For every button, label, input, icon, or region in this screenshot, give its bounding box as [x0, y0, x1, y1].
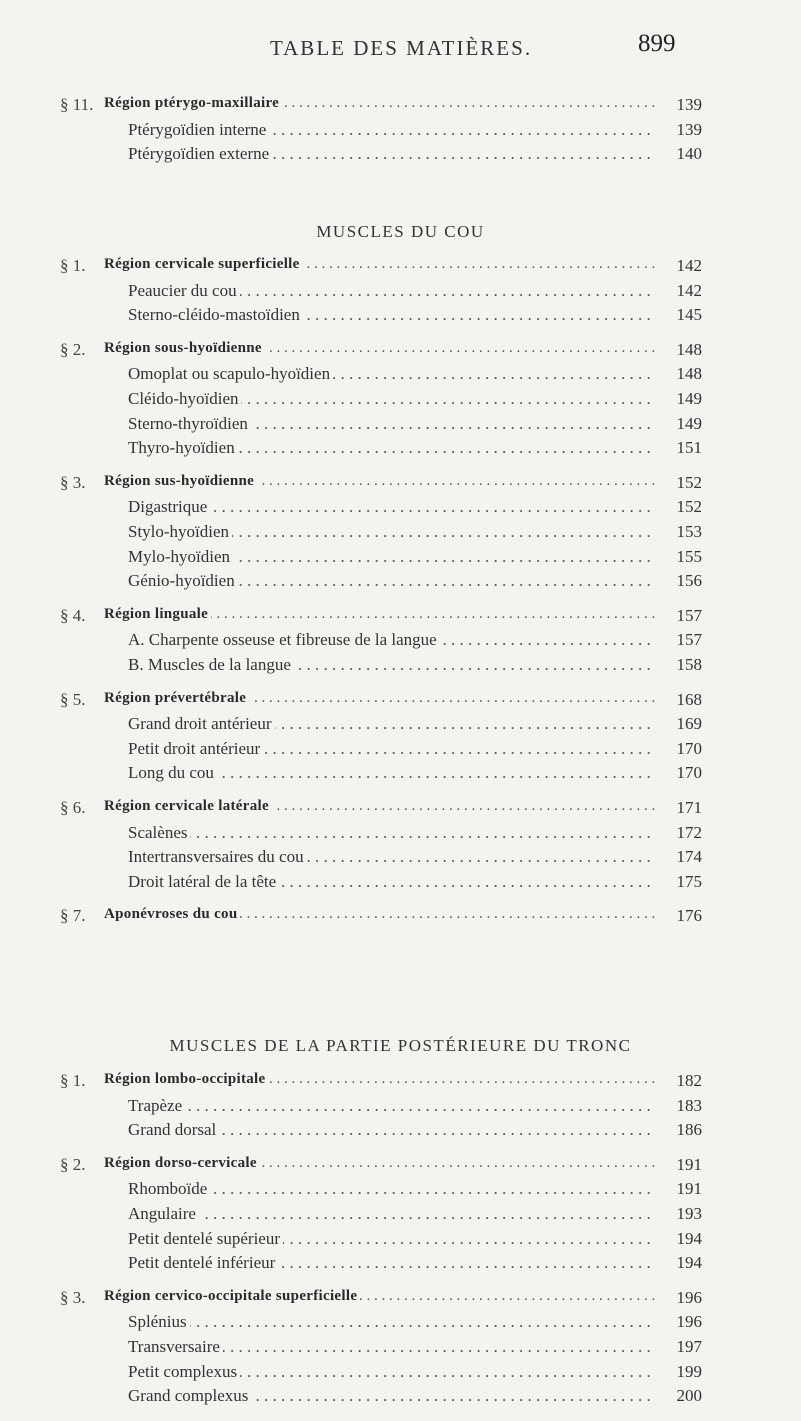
entry-label: Région linguale: [104, 606, 211, 622]
entry-title: [104, 1155, 656, 1172]
entry-page-number: 139: [676, 119, 702, 139]
entry-label: Angulaire: [128, 1204, 199, 1223]
entry-label: Ptérygoïdien externe: [128, 144, 272, 163]
entry-label: Région cervico-occipitale superficielle: [104, 1288, 360, 1304]
entry-label: Scalènes: [128, 823, 190, 842]
entry-title: [128, 1229, 656, 1249]
entry-page-number: 152: [676, 497, 702, 517]
entry-page-number: 149: [676, 389, 702, 408]
section-number: § 7.: [60, 906, 86, 926]
running-title: TABLE DES MATIÈRES.: [270, 36, 533, 60]
toc-entry-row: [0, 364, 801, 388]
entry-label: Intertransversaires du cou: [128, 847, 307, 866]
entry-label: Stylo-hyoïdien: [128, 522, 232, 541]
entry-title: [128, 120, 656, 140]
entry-page-number: 176: [676, 906, 702, 926]
toc-section-row: [0, 1288, 801, 1312]
entry-label: Région sus-hyoïdienne: [104, 473, 257, 489]
entry-label: A. Charpente osseuse et fibreuse de la langue: [128, 630, 440, 649]
entry-page-number: 199: [676, 1361, 702, 1381]
toc-entry-row: [0, 1362, 801, 1386]
entry-page-number: 186: [676, 1120, 702, 1140]
entry-label: Petit dentelé supérieur: [128, 1229, 283, 1248]
entry-label: B. Muscles de la langue: [128, 655, 294, 674]
entry-title: [128, 1179, 656, 1199]
entry-label: Région cervicale superficielle: [104, 256, 303, 272]
entry-title: [128, 1120, 656, 1140]
entry-title: [128, 547, 656, 567]
entry-title: [128, 1096, 656, 1116]
entry-title: [128, 1386, 656, 1406]
toc-section-row: [0, 340, 801, 364]
section-number: § 11.: [60, 95, 94, 114]
section-number: § 5.: [60, 689, 86, 709]
toc-section-row: [0, 690, 801, 714]
entry-title: [128, 739, 656, 759]
entry-label: Thyro-hyoïdien: [128, 438, 238, 457]
entry-label: Grand complexus: [128, 1386, 251, 1405]
entry-title: [104, 340, 656, 357]
toc-entry-row: [0, 120, 801, 144]
entry-page-number: 139: [676, 95, 702, 114]
entry-title: [104, 1071, 656, 1088]
toc-entry-row: [0, 1179, 801, 1203]
toc-section-row: [0, 473, 801, 497]
entry-label: Région sous-hyoïdienne: [104, 340, 265, 356]
entry-title: [104, 1288, 656, 1305]
section-number: § 4.: [60, 605, 86, 625]
toc-entry-row: [0, 1386, 801, 1410]
entry-title: [128, 1204, 656, 1224]
entry-page-number: 157: [676, 605, 702, 625]
entry-title: [104, 256, 656, 273]
entry-page-number: 193: [676, 1204, 702, 1223]
entry-label: Sterno-cléido-mastoïdien: [128, 305, 303, 324]
entry-title: [128, 763, 656, 783]
entry-page-number: 183: [676, 1095, 702, 1115]
entry-title: [128, 438, 656, 458]
entry-page-number: 196: [676, 1312, 702, 1332]
toc-entry-row: [0, 714, 801, 738]
entry-label: Grand droit antérieur: [128, 714, 275, 733]
entry-page-number: 175: [676, 871, 702, 891]
toc-entry-row: [0, 281, 801, 305]
entry-page-number: 152: [676, 472, 702, 492]
toc-entry-row: [0, 630, 801, 654]
toc-entry-row: [0, 1337, 801, 1361]
entry-page-number: 142: [676, 280, 702, 300]
entry-label: Trapèze: [128, 1096, 185, 1115]
toc-section-row: [0, 606, 801, 630]
page-header: [0, 30, 801, 70]
entry-label: Région ptérygo-maxillaire: [104, 95, 282, 111]
section-number: § 1.: [60, 1071, 86, 1090]
entry-page-number: 191: [676, 1154, 702, 1174]
entry-page-number: 155: [676, 546, 702, 566]
section-number: § 3.: [60, 472, 86, 492]
toc-entry-row: [0, 144, 801, 168]
toc-entry-row: [0, 305, 801, 329]
entry-label: Région cervicale latérale: [104, 798, 272, 814]
entry-title: [128, 1337, 656, 1357]
entry-label: Cléido-hyoïdien: [128, 389, 241, 408]
section-number: § 2.: [60, 339, 86, 359]
entry-label: Région lombo-occipitale: [104, 1071, 268, 1087]
toc-entry-row: [0, 1096, 801, 1120]
entry-page-number: 170: [676, 738, 702, 758]
toc-entry-row: [0, 1204, 801, 1228]
entry-label: Petit dentelé inférieur: [128, 1253, 278, 1272]
entry-page-number: 194: [676, 1228, 702, 1248]
entry-page-number: 148: [676, 364, 702, 384]
entry-page-number: 156: [676, 571, 702, 591]
entry-page-number: 140: [676, 144, 702, 164]
toc-entry-row: [0, 872, 801, 896]
toc-entry-row: [0, 497, 801, 521]
entry-page-number: 200: [676, 1386, 702, 1406]
section-heading: MUSCLES DU COU: [316, 222, 485, 241]
entry-page-number: 170: [676, 763, 702, 783]
entry-page-number: 151: [676, 438, 702, 458]
entry-label: Peaucier du cou: [128, 281, 240, 300]
toc-section-row: [0, 256, 801, 280]
entry-page-number: 148: [676, 339, 702, 359]
entry-title: [104, 798, 656, 815]
entry-title: [104, 606, 656, 623]
toc-entry-row: [0, 1312, 801, 1336]
entry-page-number: 157: [676, 630, 702, 650]
entry-page-number: 196: [676, 1287, 702, 1307]
entry-page-number: 174: [676, 847, 702, 867]
entry-page-number: 149: [676, 413, 702, 433]
page-number: 899: [638, 30, 676, 57]
section-number: § 6.: [60, 798, 86, 817]
entry-page-number: 153: [676, 522, 702, 541]
entry-page-number: 158: [676, 655, 702, 674]
entry-title: [128, 305, 656, 325]
toc-section-row: [0, 95, 801, 119]
entry-page-number: 191: [676, 1179, 702, 1199]
section-heading: MUSCLES DE LA PARTIE POSTÉRIEURE DU TRONC: [169, 1036, 632, 1055]
toc-entry-row: [0, 1120, 801, 1144]
toc-entry-row: [0, 1253, 801, 1277]
entry-page-number: 169: [676, 714, 702, 734]
entry-title: [128, 714, 656, 734]
entry-title: [128, 144, 656, 164]
entry-label: Splénius: [128, 1312, 190, 1331]
entry-page-number: 172: [676, 822, 702, 842]
toc-entry-row: [0, 655, 801, 679]
entry-page-number: 197: [676, 1337, 702, 1356]
entry-title: [128, 872, 656, 892]
toc-entry-row: [0, 739, 801, 763]
entry-page-number: 194: [676, 1253, 702, 1273]
entry-label: Rhomboïde: [128, 1179, 210, 1198]
toc-entry-row: [0, 414, 801, 438]
toc-entry-row: [0, 847, 801, 871]
toc-entry-row: [0, 389, 801, 413]
entry-title: [128, 823, 656, 843]
toc-section-row: [0, 1071, 801, 1095]
toc-section-row: [0, 798, 801, 822]
entry-title: [104, 690, 656, 707]
entry-label: Région dorso-cervicale: [104, 1155, 260, 1171]
entry-page-number: 171: [676, 798, 702, 817]
entry-label: Transversaire: [128, 1337, 223, 1356]
entry-title: [128, 1253, 656, 1273]
toc-entry-row: [0, 547, 801, 571]
entry-label: Omoplat ou scapulo-hyoïdien: [128, 364, 333, 383]
entry-page-number: 142: [676, 256, 702, 275]
entry-label: Aponévroses du cou: [104, 906, 240, 922]
entry-title: [128, 571, 656, 591]
entry-title: [128, 522, 656, 542]
toc-entry-row: [0, 438, 801, 462]
entry-label: Génio-hyoïdien: [128, 571, 238, 590]
toc-entry-row: [0, 571, 801, 595]
entry-title: [128, 389, 656, 409]
section-number: § 3.: [60, 1287, 86, 1307]
entry-label: Grand dorsal: [128, 1120, 219, 1139]
entry-title: [128, 281, 656, 301]
entry-label: Droit latéral de la tête: [128, 872, 279, 891]
entry-title: [128, 414, 656, 434]
entry-page-number: 182: [676, 1071, 702, 1090]
entry-title: [128, 847, 656, 867]
toc-section-row: [0, 1155, 801, 1179]
entry-title: [128, 1312, 656, 1332]
entry-label: Mylo-hyoïdien: [128, 547, 233, 566]
toc-entry-row: [0, 1229, 801, 1253]
entry-title: [104, 473, 656, 490]
section-number: § 1.: [60, 256, 86, 275]
entry-label: Petit complexus: [128, 1362, 240, 1381]
entry-title: [104, 906, 656, 923]
toc-section-row: [0, 906, 801, 930]
entry-title: [128, 364, 656, 384]
entry-label: Long du cou: [128, 763, 217, 782]
entry-title: [104, 95, 656, 112]
entry-page-number: 145: [676, 305, 702, 325]
section-number: § 2.: [60, 1154, 86, 1174]
entry-label: Petit droit antérieur: [128, 739, 263, 758]
entry-title: [128, 630, 656, 650]
toc-entry-row: [0, 522, 801, 546]
entry-page-number: 168: [676, 689, 702, 709]
entry-title: [128, 1362, 656, 1382]
entry-label: Ptérygoïdien interne: [128, 120, 269, 139]
entry-label: Digastrique: [128, 497, 210, 516]
toc-entry-row: [0, 823, 801, 847]
entry-label: Sterno-thyroïdien: [128, 414, 251, 433]
entry-title: [128, 497, 656, 517]
toc-entry-row: [0, 763, 801, 787]
entry-title: [128, 655, 656, 675]
entry-label: Région prévertébrale: [104, 690, 249, 706]
